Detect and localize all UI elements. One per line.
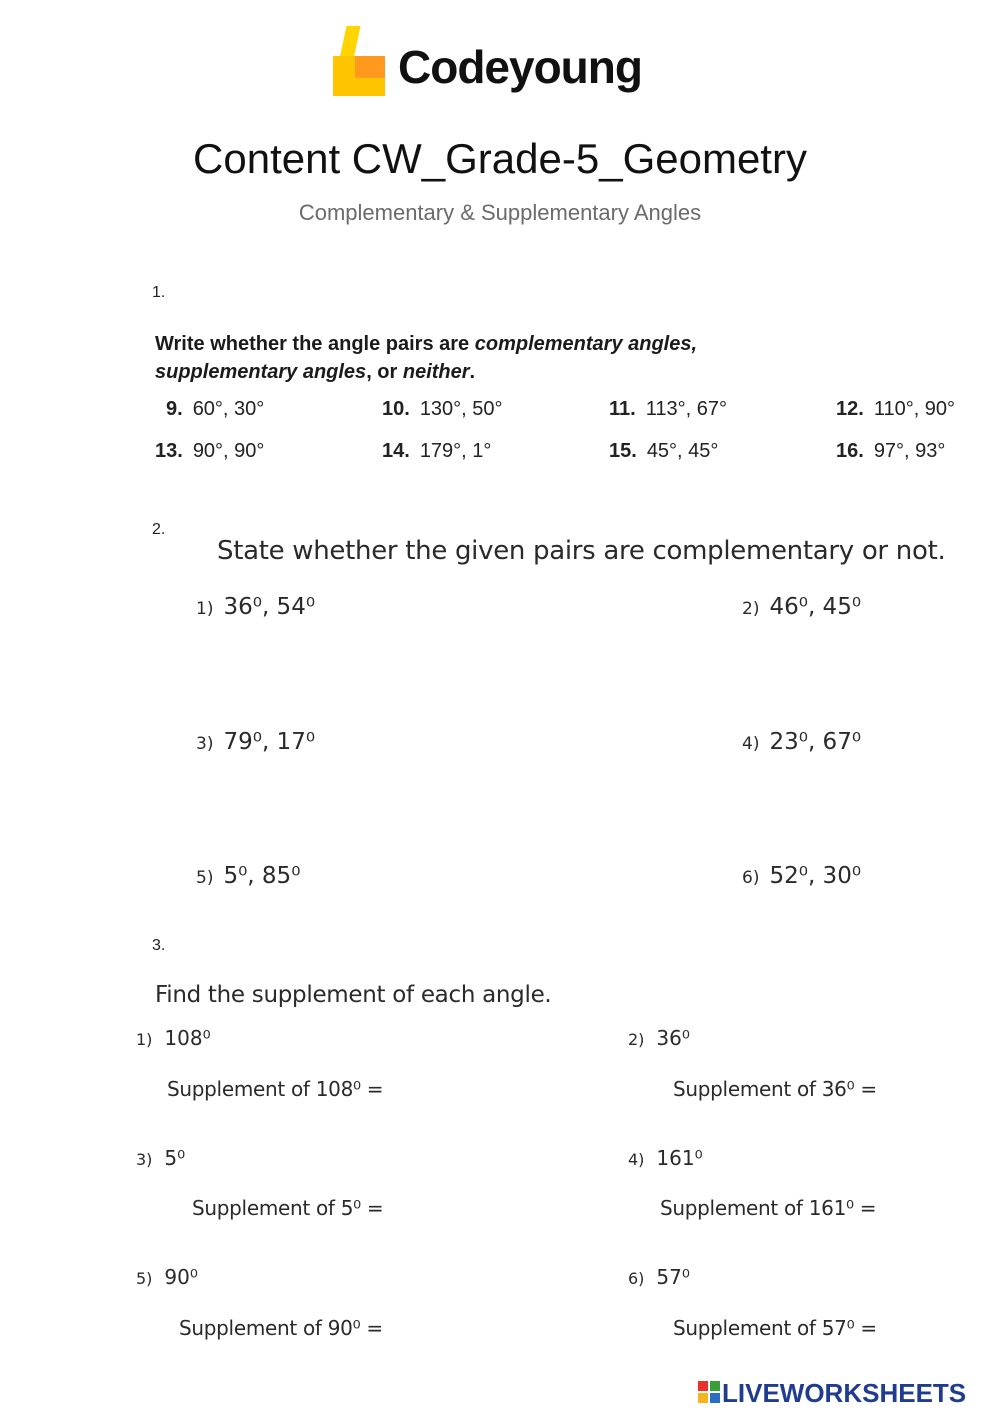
- angle-item: 4) 161⁰: [628, 1146, 703, 1170]
- angle-pair-item: 14. 179°, 1°: [382, 440, 492, 462]
- angle-pair-item: 5) 5⁰, 85⁰: [196, 863, 301, 889]
- page-subtitle: Complementary & Supplementary Angles: [298, 200, 702, 225]
- question-number: 2.: [152, 521, 166, 538]
- angle-pair-item: 16. 97°, 93°: [836, 440, 946, 462]
- angle-item: 6) 57⁰: [628, 1265, 690, 1289]
- question-instruction: Write whether the angle pairs are complementary angles, supplementary angles, or neither.: [155, 333, 698, 383]
- angle-pair-item: 15. 45°, 45°: [609, 440, 719, 462]
- question-number: 1.: [152, 284, 166, 301]
- supplement-prompt: Supplement of 5⁰ =: [192, 1196, 384, 1220]
- angle-pair-item: 2) 46⁰, 45⁰: [742, 594, 862, 620]
- angle-pair-item: 12. 110°, 90°: [836, 398, 956, 420]
- question-number: 3.: [152, 937, 166, 954]
- supplement-prompt: Supplement of 108⁰ =: [167, 1077, 384, 1101]
- angle-item: 5) 90⁰: [136, 1265, 198, 1289]
- angle-item: 1) 108⁰: [136, 1026, 211, 1050]
- page-title: Content CW_Grade-5_Geometry: [193, 135, 807, 182]
- question-instruction: State whether the given pairs are complementary or not.: [217, 536, 946, 566]
- codeyoung-logo-icon: [333, 26, 387, 98]
- angle-pair-item: 11. 113°, 67°: [609, 398, 727, 420]
- supplement-prompt: Supplement of 90⁰ =: [179, 1316, 383, 1340]
- supplement-prompt: Supplement of 57⁰ =: [673, 1316, 877, 1340]
- supplement-prompt: Supplement of 161⁰ =: [660, 1196, 877, 1220]
- angle-pair-item: 10. 130°, 50°: [382, 398, 503, 420]
- angle-pair-item: 4) 23⁰, 67⁰: [742, 729, 862, 755]
- angle-pair-item: 13. 90°, 90°: [155, 440, 265, 462]
- supplement-prompt: Supplement of 36⁰ =: [673, 1077, 877, 1101]
- angle-item: 2) 36⁰: [628, 1026, 690, 1050]
- angle-pair-item: 9. 60°, 30°: [166, 398, 265, 420]
- angle-pair-item: 1) 36⁰, 54⁰: [196, 594, 316, 620]
- question-instruction: Find the supplement of each angle.: [155, 982, 552, 1008]
- liveworksheets-brand[interactable]: LIVEWORKSHEETS: [722, 1378, 967, 1408]
- angle-pair-item: 6) 52⁰, 30⁰: [742, 863, 862, 889]
- brand-name: Codeyoung: [398, 41, 642, 93]
- angle-pair-item: 3) 79⁰, 17⁰: [196, 729, 316, 755]
- liveworksheets-logo-icon: [698, 1381, 720, 1403]
- angle-item: 3) 5⁰: [136, 1146, 186, 1170]
